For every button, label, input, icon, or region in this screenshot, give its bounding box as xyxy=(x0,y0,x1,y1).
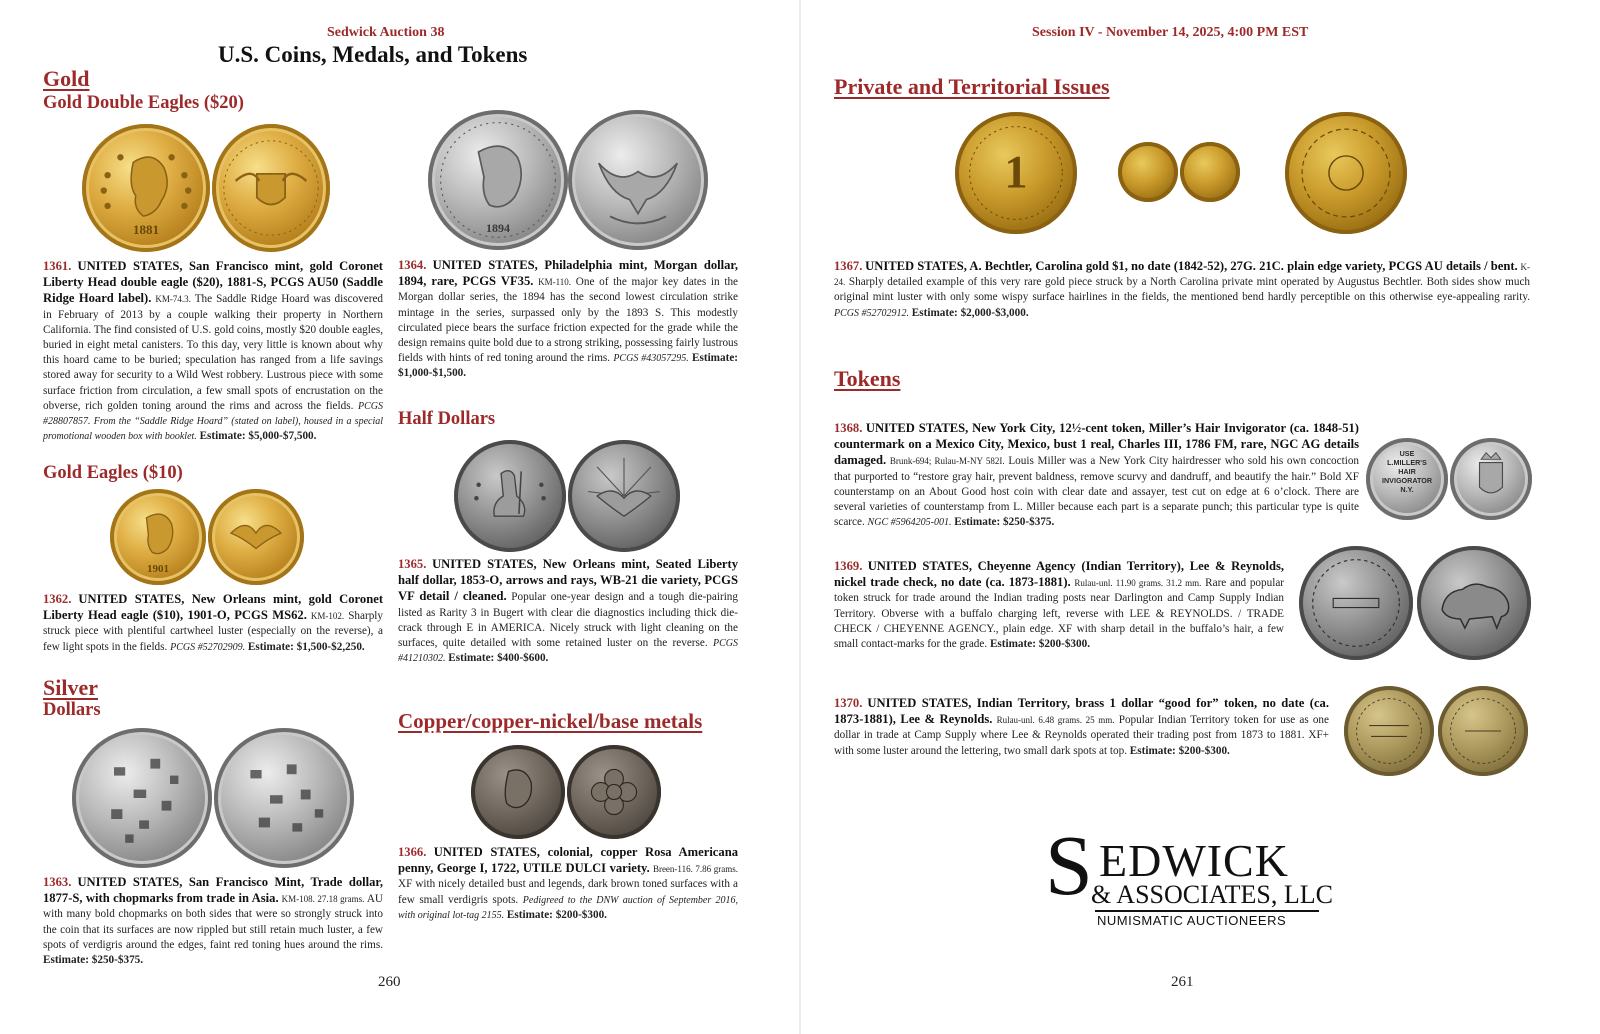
chopmarks-icon xyxy=(214,728,354,868)
heading-double-eagles: Gold Double Eagles ($20) xyxy=(43,93,244,113)
coin-photos-1361 xyxy=(82,122,330,254)
heading-copper: Copper/copper-nickel/base metals xyxy=(398,709,703,733)
coin-1362-reverse xyxy=(208,489,304,585)
good-for-legend-icon xyxy=(1344,686,1434,776)
lot-1366-number: 1366. xyxy=(398,845,427,859)
buffalo-icon xyxy=(1417,546,1531,660)
coin-1367-reverse-enlarged xyxy=(1285,112,1407,234)
lot-1365 xyxy=(398,557,738,666)
coin-1366-reverse xyxy=(567,745,661,839)
coin-1369-obverse xyxy=(1299,546,1413,660)
coin-1364-obverse xyxy=(428,110,568,250)
lot-1362 xyxy=(43,592,383,655)
lot-1369 xyxy=(834,559,1284,652)
lot-1366 xyxy=(398,845,738,923)
stamp-line: INVIGORATOR xyxy=(1381,476,1433,485)
lot-1364 xyxy=(398,258,738,382)
lot-1368 xyxy=(834,421,1359,530)
coin-1367-reverse-actual xyxy=(1180,142,1240,202)
lot-1361 xyxy=(43,259,383,444)
lot-1364-desc: One of the major key dates in the Morgan dollar series, the 1894 has the second lowest circulation strike mintage in the series, surpassed only by the 1893 S. This modestly circulated piece bears the surface friction expected for the grade while the design remains quite bold due to a strong striking, possessing fairly lustrous fields with hints of red toning around the rims. xyxy=(398,276,739,365)
lot-1363-desc: AU with many bold chopmarks on both sides that were so strongly struck into the coin that its surfaces are now rippled but still retain much luster, a few spots of verdigris around the edges, faint red toning hues around the rims. xyxy=(43,893,383,951)
seated-liberty-icon xyxy=(454,440,566,552)
page-number-right: 261 xyxy=(1171,974,1194,990)
eagle-icon xyxy=(208,489,304,585)
stamp-line: N.Y. xyxy=(1400,485,1414,494)
coin-photos-1369 xyxy=(1299,546,1531,662)
lot-1361-number: 1361. xyxy=(43,259,72,273)
coin-1362-date: 1901 xyxy=(147,563,169,575)
lot-1366-title: UNITED STATES, colonial, copper Rosa Americana penny, George I, 1722, UTILE DULCI variety. xyxy=(398,845,738,876)
lot-1370-title: UNITED STATES, Indian Territory, brass 1 dollar “good for” token, no date (ca. 1873-1881), Lee & Reynolds. xyxy=(834,696,1330,727)
coin-1365-obverse xyxy=(454,440,566,552)
coin-1368-countermark xyxy=(1366,438,1448,520)
lot-1370 xyxy=(834,696,1329,759)
lot-1361-desc: The Saddle Ridge Hoard was discovered in February of 2013 by a couple walking their property in Northern California. The find consisted of U.S. gold coins, mostly $20 double eagles, buried in eight metal canisters. To this day, very little is known about why this hoard came to be buried; speculation has ranged from a life savings stored away for security to a Wild West robbery. Lustrous piece with some surface friction from circulation, a few small spots of encrustation on the obverse, rich golden toning around the rims and across the fields. xyxy=(43,293,384,412)
lot-1368-number: 1368. xyxy=(834,421,863,435)
heading-tokens: Tokens xyxy=(834,366,901,391)
heading-gold: Gold xyxy=(43,66,90,91)
lot-1361-title: UNITED STATES, San Francisco mint, gold Coronet Liberty Head double eagle ($20), 1881-S, PCGS AU50 (Saddle Ridge Hoard label). xyxy=(43,259,383,306)
coin-1361-reverse xyxy=(212,124,330,252)
lot-1367-ref: K-24. xyxy=(834,262,1530,288)
lot-1362-desc: Sharply struck piece with plentiful cartwheel luster (especially on the reverse), a few light spots in the fields. xyxy=(43,610,384,653)
lot-1363 xyxy=(43,875,383,968)
lot-1365-title: UNITED STATES, New Orleans mint, Seated Liberty half dollar, 1853-O, arrows and rays, WB-21 die variety, PCGS VF detail / cleaned. xyxy=(398,557,739,604)
coin-photos-1367 xyxy=(955,112,1440,234)
stamp-line: USE xyxy=(1399,449,1415,458)
stamp-line: HAIR xyxy=(1398,467,1416,476)
heading-private-territorial: Private and Territorial Issues xyxy=(834,74,1110,99)
heading-silver: Silver xyxy=(43,675,98,700)
lot-1364-estimate: Estimate: $1,000-$1,500. xyxy=(398,352,739,380)
lot-1363-title: UNITED STATES, San Francisco Mint, Trade dollar, 1877-S, with chopmarks from trade in Asia. xyxy=(43,875,383,906)
coin-1370-reverse xyxy=(1438,686,1528,776)
lot-1366-cert: Pedigreed to the DNW auction of September 2016, with original lot-tag 2155. xyxy=(398,894,739,921)
lot-1367-number: 1367. xyxy=(834,259,863,273)
coin-1365-reverse xyxy=(568,440,680,552)
lot-1362-ref: KM-102. xyxy=(310,611,345,622)
countermark-stamp xyxy=(1366,449,1448,494)
lot-1362-estimate: Estimate: $1,500-$2,250. xyxy=(247,640,365,653)
lot-1368-estimate: Estimate: $250-$375. xyxy=(954,516,1055,529)
lot-1368-ref: Brunk-694; Rulau-M-NY 582I. xyxy=(889,456,1005,467)
lot-1361-ref: KM-74.3. xyxy=(155,294,191,305)
coin-photos-1363 xyxy=(72,728,354,870)
eagle-shield-icon xyxy=(212,124,330,252)
coin-photos-1362 xyxy=(110,489,304,587)
coin-1362-obverse xyxy=(110,489,206,585)
svg-text:1: 1 xyxy=(1004,147,1028,199)
logo-associates: & ASSOCIATES, LLC xyxy=(1091,880,1333,909)
lot-1369-estimate: Estimate: $200-$300. xyxy=(989,638,1091,651)
eagle-rays-icon xyxy=(568,440,680,552)
coin-photos-1370 xyxy=(1344,686,1530,778)
lot-1363-ref: KM-108. 27.18 grams. xyxy=(281,894,365,905)
stamp-line: L.MILLER'S xyxy=(1387,458,1427,467)
lot-1367-cert: PCGS #52702912. xyxy=(834,307,909,319)
lot-1361-estimate: Estimate: $5,000-$7,500. xyxy=(199,430,317,443)
lot-1362-cert: PCGS #52702909. xyxy=(170,641,246,653)
coin-1370-obverse xyxy=(1344,686,1434,776)
chopmarks-icon xyxy=(72,728,212,868)
lot-1368-desc: Louis Miller was a New York City hairdresser who sold his own concoction that purported to “restore gray hair, prevent baldness, remove scurvy and dandruff, and beautify the hair.” Bold XF counterstamp on an About Good host coin with clear date and assayer, test cut on edge at 6 o’clock. There are several varieties of counterstamp from L. Miller because each part is a separate punch; this particular type is quite scarce. xyxy=(834,455,1360,529)
session-info: Session IV - November 14, 2025, 4:00 PM EST xyxy=(1032,25,1309,40)
denomination-1-icon xyxy=(955,112,1077,234)
legend-ring-icon xyxy=(1438,686,1528,776)
rose-icon xyxy=(567,745,661,839)
coin-1367-obverse-enlarged xyxy=(955,112,1077,234)
trade-check-icon xyxy=(1299,546,1413,660)
lot-1366-desc: XF with nicely detailed bust and legends, dark brown toned surfaces with a few small verdigris spots. xyxy=(398,878,738,906)
coin-1364-date: 1894 xyxy=(486,221,510,235)
lot-1369-number: 1369. xyxy=(834,559,863,573)
lot-1369-desc: Rare and popular token struck for trade around the Indian trading posts near Darlington and Camp Supply Indian Territory. Obverse with a buffalo charging left, reverse with LEE & REYNOLDS. / TRADE CHECK / CHEYENNE AGENCY., plain edge. XF with sharp detail in the buffalo’s hair, a few small contact-marks for the grade. xyxy=(834,577,1285,651)
lot-1366-estimate: Estimate: $200-$300. xyxy=(506,908,607,921)
coin-1368-reverse xyxy=(1450,438,1532,520)
lot-1363-number: 1363. xyxy=(43,875,72,889)
lot-1367-desc: Sharply detailed example of this very rare gold piece struck by a North Carolina private mint operated by Augustus Bechtler. Both sides show much original mint luster with only some wispy surface hairlines in the fields, the mentioned bend hardly perceptible on this otherwise eye-appealing rarity. xyxy=(834,276,1531,304)
eagle-icon xyxy=(568,110,708,250)
lot-1370-ref: Rulau-unl. 6.48 grams. 25 mm. xyxy=(996,715,1115,726)
lot-1370-estimate: Estimate: $200-$300. xyxy=(1129,744,1230,757)
coin-photos-1366 xyxy=(471,745,663,841)
lot-1365-desc: Popular one-year design and a tough die-pairing listed as Rarity 3 in Bugert with clear die diagnostics including thick die-crack through E in AMERICA. Nicely struck with light cleaning on the surfaces, quite detailed with some retained luster on the reverse. xyxy=(398,591,738,650)
lot-1365-cert: PCGS #41210302. xyxy=(398,638,738,665)
heading-dollars: Dollars xyxy=(43,700,101,720)
coin-photos-1364 xyxy=(428,110,708,252)
sedwick-logo xyxy=(1045,817,1345,928)
lot-1364-number: 1364. xyxy=(398,258,427,272)
lot-1362-number: 1362. xyxy=(43,592,72,606)
lot-1361-cert: PCGS #28807857. From the “Saddle Ridge Hoard” (stated on label), housed in a special promotional wooden box with booklet. xyxy=(43,400,384,443)
lot-1363-estimate: Estimate: $250-$375. xyxy=(43,954,144,967)
coin-1363-reverse xyxy=(214,728,354,868)
logo-initial: S xyxy=(1045,817,1093,913)
lot-1366-ref: Breen-116. 7.86 grams. xyxy=(652,864,739,875)
lot-1364-title: UNITED STATES, Philadelphia mint, Morgan dollar, 1894, rare, PCGS VF35. xyxy=(398,258,738,289)
lot-1365-number: 1365. xyxy=(398,557,427,571)
coin-1363-obverse xyxy=(72,728,212,868)
logo-name: EDWICK xyxy=(1099,835,1289,886)
lot-1368-title: UNITED STATES, New York City, 12½-cent token, Miller’s Hair Invigorator (ca. 1848-51) countermark on a Mexico City, Mexico, bust 1 real, Charles III, 1786 FM, rare, NGC AG details damaged. xyxy=(834,421,1359,468)
bust-icon xyxy=(471,745,565,839)
lot-1367-title: UNITED STATES, A. Bechtler, Carolina gold $1, no date (1842-52), 27G. 21C. plain edge variety, PCGS AU details / bent. xyxy=(865,259,1518,273)
crowned-arms-icon xyxy=(1450,438,1532,520)
lot-1364-ref: KM-110. xyxy=(538,277,572,288)
lot-1370-desc: Popular Indian Territory token for use as one dollar in trade at Camp Supply where Lee & Reynolds operated their trading post from 1873 to 1881. XF+ with some luster around the lettering, two small dark spots at top. xyxy=(834,714,1329,757)
coin-1369-reverse xyxy=(1417,546,1531,660)
page-number-left: 260 xyxy=(378,974,401,990)
coin-1364-reverse xyxy=(568,110,708,250)
lot-1370-number: 1370. xyxy=(834,696,863,710)
legend-ring-icon xyxy=(1285,112,1407,234)
coin-photos-1368 xyxy=(1366,438,1532,522)
lot-1365-estimate: Estimate: $400-$600. xyxy=(448,652,549,665)
logo-rule xyxy=(1095,910,1319,912)
heading-gold-eagles: Gold Eagles ($10) xyxy=(43,463,183,483)
section-title: U.S. Coins, Medals, and Tokens xyxy=(218,42,528,67)
lot-1362-title: UNITED STATES, New Orleans mint, gold Coronet Liberty Head eagle ($10), 1901-O, PCGS MS62. xyxy=(43,592,384,623)
lot-1369-ref: Rulau-unl. 11.90 grams. 31.2 mm. xyxy=(1074,578,1202,589)
lot-1367 xyxy=(834,259,1530,321)
coin-photos-1365 xyxy=(454,440,680,552)
lot-1367-estimate: Estimate: $2,000-$3,000. xyxy=(911,306,1029,319)
lot-1369-title: UNITED STATES, Cheyenne Agency (Indian Territory), Lee & Reynolds, nickel trade check, no date (ca. 1873-1881). xyxy=(834,559,1285,590)
lot-1364-cert: PCGS #43057295. xyxy=(613,353,689,365)
lot-1368-cert: NGC #5964205-001. xyxy=(867,517,952,529)
logo-tagline: NUMISMATIC AUCTIONEERS xyxy=(1097,913,1287,928)
coin-1367-obverse-actual xyxy=(1118,142,1178,202)
auction-name: Sedwick Auction 38 xyxy=(327,25,445,40)
heading-half-dollars: Half Dollars xyxy=(398,409,496,429)
coin-1366-obverse xyxy=(471,745,565,839)
coin-1361-obverse xyxy=(82,124,210,252)
coin-1361-date: 1881 xyxy=(133,222,159,237)
